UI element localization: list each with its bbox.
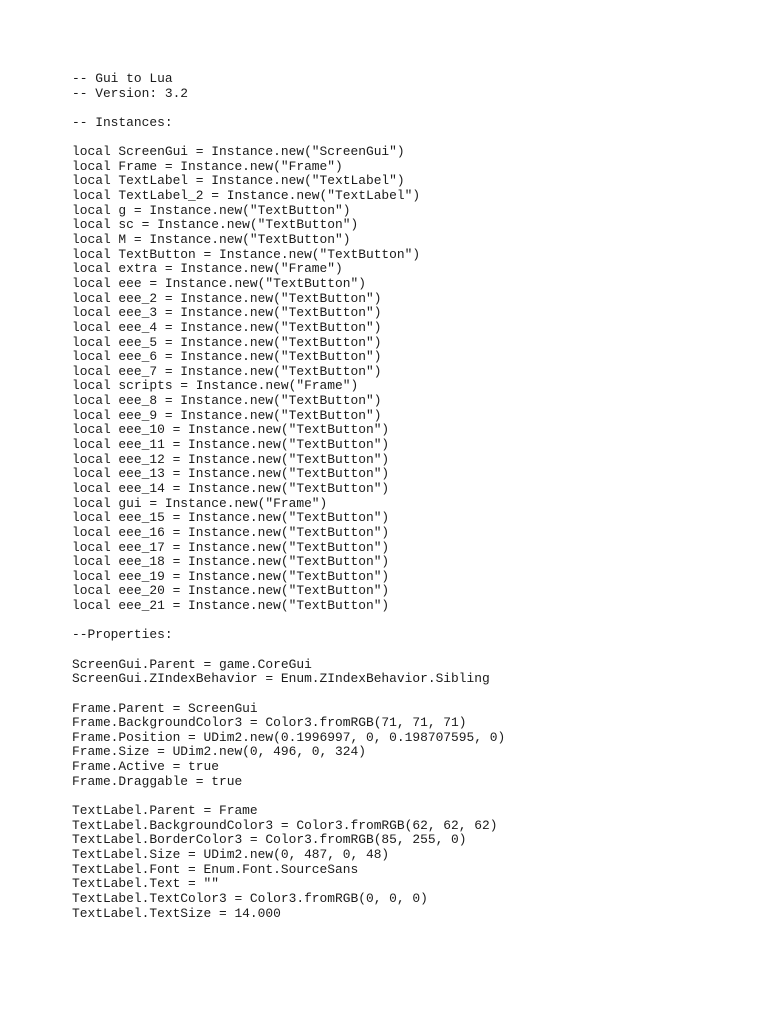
code-line: local TextButton = Instance.new("TextButton") xyxy=(72,246,421,262)
code-line: ScreenGui.Parent = game.CoreGui xyxy=(72,656,312,672)
code-line: TextLabel.TextColor3 = Color3.fromRGB(0, 0, 0) xyxy=(72,890,428,906)
code-line: local Frame = Instance.new("Frame") xyxy=(72,158,343,174)
code-line: Frame.Parent = ScreenGui xyxy=(72,700,258,716)
code-line: local eee_5 = Instance.new("TextButton") xyxy=(72,334,382,350)
code-line: TextLabel.Font = Enum.Font.SourceSans xyxy=(72,861,359,877)
code-line: local eee_14 = Instance.new("TextButton") xyxy=(72,480,390,496)
code-line: local eee_7 = Instance.new("TextButton") xyxy=(72,363,382,379)
code-line: -- Instances: xyxy=(72,114,173,130)
code-line: TextLabel.TextSize = 14.000 xyxy=(72,905,281,921)
code-line: local TextLabel_2 = Instance.new("TextLabel") xyxy=(72,188,421,204)
code-line: local eee_17 = Instance.new("TextButton") xyxy=(72,539,390,555)
code-line: TextLabel.BackgroundColor3 = Color3.fromRGB(62, 62, 62) xyxy=(72,817,498,833)
code-line: -- Gui to Lua xyxy=(72,71,173,86)
code-line: local eee_18 = Instance.new("TextButton") xyxy=(72,554,390,570)
code-line: local eee_8 = Instance.new("TextButton") xyxy=(72,393,382,409)
code-line: local eee_16 = Instance.new("TextButton") xyxy=(72,524,390,540)
code-line: local eee_13 = Instance.new("TextButton") xyxy=(72,466,390,482)
code-line: local eee_21 = Instance.new("TextButton") xyxy=(72,598,390,614)
code-line: Frame.Position = UDim2.new(0.1996997, 0, 0.198707595, 0) xyxy=(72,729,506,745)
code-line: local gui = Instance.new("Frame") xyxy=(72,495,328,511)
code-line: local eee_12 = Instance.new("TextButton") xyxy=(72,451,390,467)
code-line: ScreenGui.ZIndexBehavior = Enum.ZIndexBehavior.Sibling xyxy=(72,671,490,687)
code-line: local g = Instance.new("TextButton") xyxy=(72,202,351,218)
code-line: local eee_10 = Instance.new("TextButton") xyxy=(72,422,390,438)
code-line: Frame.Size = UDim2.new(0, 496, 0, 324) xyxy=(72,744,366,760)
code-line: local eee_2 = Instance.new("TextButton") xyxy=(72,290,382,306)
code-line: local eee = Instance.new("TextButton") xyxy=(72,275,366,291)
code-line: local eee_19 = Instance.new("TextButton") xyxy=(72,568,390,584)
code-line: local extra = Instance.new("Frame") xyxy=(72,261,343,277)
code-line: TextLabel.Size = UDim2.new(0, 487, 0, 48) xyxy=(72,846,390,862)
code-line: local eee_15 = Instance.new("TextButton") xyxy=(72,510,390,526)
code-document xyxy=(72,72,752,921)
code-line: TextLabel.BorderColor3 = Color3.fromRGB(85, 255, 0) xyxy=(72,832,467,848)
code-line: local TextLabel = Instance.new("TextLabel") xyxy=(72,173,405,189)
code-line: local scripts = Instance.new("Frame") xyxy=(72,378,359,394)
code-line: --Properties: xyxy=(72,627,173,643)
code-line xyxy=(72,789,752,804)
code-line xyxy=(72,643,752,658)
code-line: TextLabel.Parent = Frame xyxy=(72,803,258,819)
code-line: Frame.Draggable = true xyxy=(72,773,243,789)
code-line xyxy=(72,101,752,116)
code-line: local eee_20 = Instance.new("TextButton") xyxy=(72,583,390,599)
code-line: local M = Instance.new("TextButton") xyxy=(72,232,351,248)
code-line: local ScreenGui = Instance.new("ScreenGui") xyxy=(72,144,405,160)
code-line xyxy=(72,131,752,146)
code-line xyxy=(72,687,752,702)
code-line xyxy=(72,614,752,629)
code-line: Frame.Active = true xyxy=(72,759,219,775)
code-line: local eee_9 = Instance.new("TextButton") xyxy=(72,407,382,423)
code-line: local eee_3 = Instance.new("TextButton") xyxy=(72,305,382,321)
code-line: local eee_11 = Instance.new("TextButton") xyxy=(72,437,390,453)
code-line: Frame.BackgroundColor3 = Color3.fromRGB(71, 71, 71) xyxy=(72,715,467,731)
code-line: local eee_6 = Instance.new("TextButton") xyxy=(72,349,382,365)
code-line: TextLabel.Text = "" xyxy=(72,876,219,892)
code-line: local eee_4 = Instance.new("TextButton") xyxy=(72,319,382,335)
code-line: local sc = Instance.new("TextButton") xyxy=(72,217,359,233)
code-line: -- Version: 3.2 xyxy=(72,85,189,101)
